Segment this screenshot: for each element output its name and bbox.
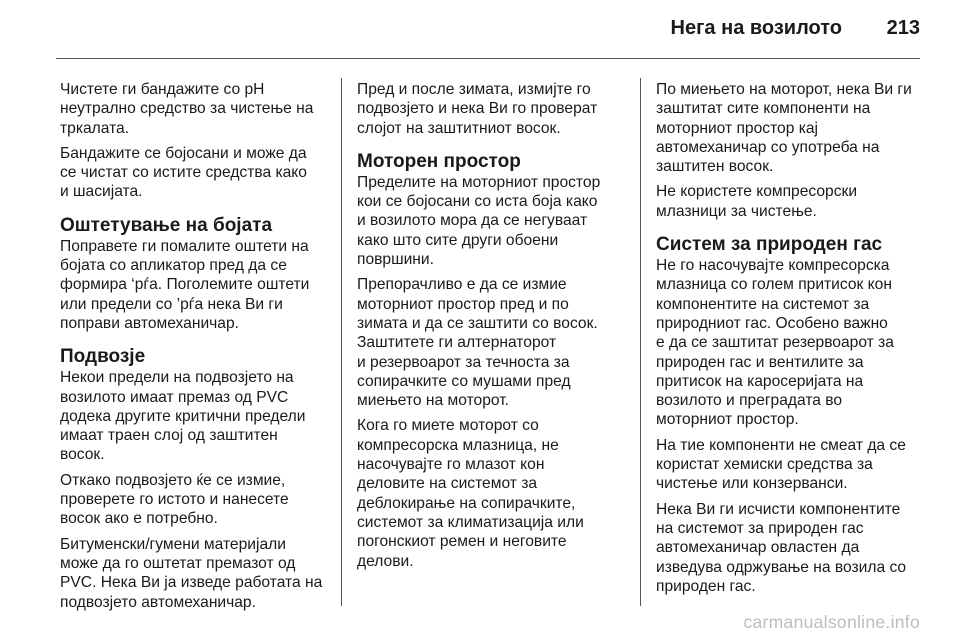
- watermark: carmanualsonline.info: [743, 612, 920, 632]
- text-line: неутрално средство за чистење на: [60, 100, 314, 118]
- text-line: како што сите други обоени: [357, 231, 559, 249]
- text-line: Пред и после зимата, измијте го: [357, 81, 591, 98]
- paragraph: [60, 368, 332, 464]
- text-line: автомеханичар овластен да: [656, 539, 860, 557]
- paragraph: [357, 416, 629, 570]
- text-line: природен гас.: [656, 577, 756, 595]
- text-line: насочувајте го млазот кон: [357, 456, 545, 474]
- text-line: природен гас и вентилите за: [656, 353, 864, 371]
- paragraph: [656, 256, 928, 430]
- text-line: додека другите критични предели: [60, 407, 306, 425]
- text-line: системот за климатизација или: [357, 513, 584, 531]
- text-line: бојата со апликатор пред да се: [60, 257, 287, 275]
- text-line: поправи автомеханичар.: [60, 314, 239, 332]
- text-line: подвозјето и нека Ви го проверат: [357, 100, 598, 118]
- text-line: PVC. Нека Ви ја изведе работата на: [60, 574, 323, 592]
- text-line: погонскиот ремен и неговите: [357, 533, 567, 551]
- text-line: деловите на системот за: [357, 475, 538, 493]
- text-line: Препорачливо е да се измие: [357, 276, 567, 294]
- text-line: автомеханичар со употреба на: [656, 138, 880, 156]
- paragraph: [60, 237, 332, 333]
- text-line: делови.: [357, 552, 414, 570]
- text-line: притисок на каросеријата на: [656, 372, 864, 390]
- text-line: слојот на заштитниот восок.: [357, 119, 561, 137]
- text-line: и возилото мора да се негуваат: [357, 212, 588, 230]
- text-line: Бандажите се бојосани и може да: [60, 144, 307, 162]
- text-line: сопирачките со мушами пред: [357, 372, 571, 390]
- text-line: Чистете ги бандажите со pH: [60, 81, 265, 98]
- page-header: [0, 0, 960, 56]
- text-line: имаат траен слој од заштитен: [60, 427, 278, 445]
- text-line: проверете го истото и нанесете: [60, 491, 289, 509]
- text-line: може да го оштетат премазот од: [60, 554, 296, 572]
- paragraph: [656, 80, 928, 176]
- text-line: На тие компоненти не смеат да се: [656, 436, 906, 454]
- section-heading: Моторен простор: [357, 150, 521, 172]
- column-divider-2: [640, 78, 641, 606]
- text-line: млазници за чистење.: [656, 202, 817, 220]
- text-line: на системот за природен гас: [656, 519, 864, 537]
- text-line: Некои предели на подвозјето на: [60, 369, 294, 387]
- text-line: Откако подвозјето ќе се измие,: [60, 471, 286, 489]
- text-line: или предели со ’рѓа нека Ви ги: [60, 295, 283, 313]
- text-line: Кога го миете моторот со: [357, 417, 539, 435]
- text-line: и резервоарот за течноста за: [357, 353, 570, 371]
- page-title: Нега на возилото: [670, 17, 842, 39]
- text-line: компресорска млазница, не: [357, 436, 559, 454]
- text-line: изведува одржување на возила со: [656, 558, 907, 576]
- text-line: Поправете ги помалите оштети на: [60, 237, 309, 255]
- text-column-2: [357, 80, 629, 577]
- text-line: користат хемиски средства за: [656, 456, 873, 474]
- paragraph: [60, 535, 332, 612]
- text-line: се чистат со истите средства како: [60, 164, 307, 182]
- text-line: и шасијата.: [60, 183, 143, 201]
- text-line: Заштитете ги алтернаторот: [357, 334, 557, 352]
- text-line: површини.: [357, 251, 434, 269]
- text-line: Не користете компресорски: [656, 183, 858, 201]
- text-line: заштитат сите компоненти на: [656, 100, 871, 118]
- paragraph: [656, 182, 928, 221]
- text-column-1: [60, 80, 332, 618]
- text-line: миењето на моторот.: [357, 392, 509, 410]
- section-heading: Систем за природен гас: [656, 234, 883, 256]
- text-line: компонентите на системот за: [656, 295, 870, 313]
- text-line: формира ‘рѓа. Поголемите оштети: [60, 276, 310, 294]
- paragraph: [60, 80, 332, 138]
- text-line: Нека Ви ги исчисти компонентите: [656, 500, 901, 518]
- text-column-3: [656, 80, 928, 602]
- text-line: моторниот простор кај: [656, 119, 819, 137]
- text-line: млазница со голем притисок кон: [656, 276, 892, 294]
- header-divider: [56, 58, 920, 59]
- text-line: тркалата.: [60, 119, 130, 137]
- paragraph: [357, 173, 629, 269]
- paragraph: [357, 275, 629, 410]
- paragraph: [656, 436, 928, 494]
- text-line: кои се бојосани со иста боја како: [357, 193, 598, 211]
- paragraph: [357, 80, 629, 138]
- text-line: моторниот простор.: [656, 411, 799, 429]
- paragraph: [60, 471, 332, 529]
- text-line: возилото и преградата во: [656, 392, 843, 410]
- page-number: 213: [886, 17, 920, 39]
- text-line: моторниот простор пред и по: [357, 295, 569, 313]
- text-line: подвозјето автомеханичар.: [60, 593, 256, 611]
- text-line: деблокирање на сопирачките,: [357, 494, 576, 512]
- text-line: чистење или конзерванси.: [656, 475, 848, 493]
- paragraph: [60, 144, 332, 202]
- text-line: Не го насочувајте компресорска: [656, 257, 890, 275]
- text-line: Пределите на моторниот простор: [357, 173, 601, 191]
- text-line: возилото имаат премаз од PVC: [60, 388, 289, 406]
- text-line: е да се заштитат резервоарот за: [656, 334, 894, 352]
- text-line: природниот гас. Особено важно: [656, 314, 888, 332]
- text-line: заштитен восок.: [656, 158, 774, 176]
- column-divider-1: [341, 78, 342, 606]
- text-line: восок.: [60, 446, 105, 464]
- text-line: По миењето на моторот, нека Ви ги: [656, 81, 912, 98]
- section-heading: Оштетување на бојата: [60, 214, 273, 236]
- text-line: зимата и да се заштити со восок.: [357, 314, 598, 332]
- text-line: Битуменски/гумени материјали: [60, 535, 286, 553]
- text-line: восок ако е потребно.: [60, 510, 218, 528]
- paragraph: [656, 500, 928, 596]
- section-heading: Подвозје: [60, 346, 146, 368]
